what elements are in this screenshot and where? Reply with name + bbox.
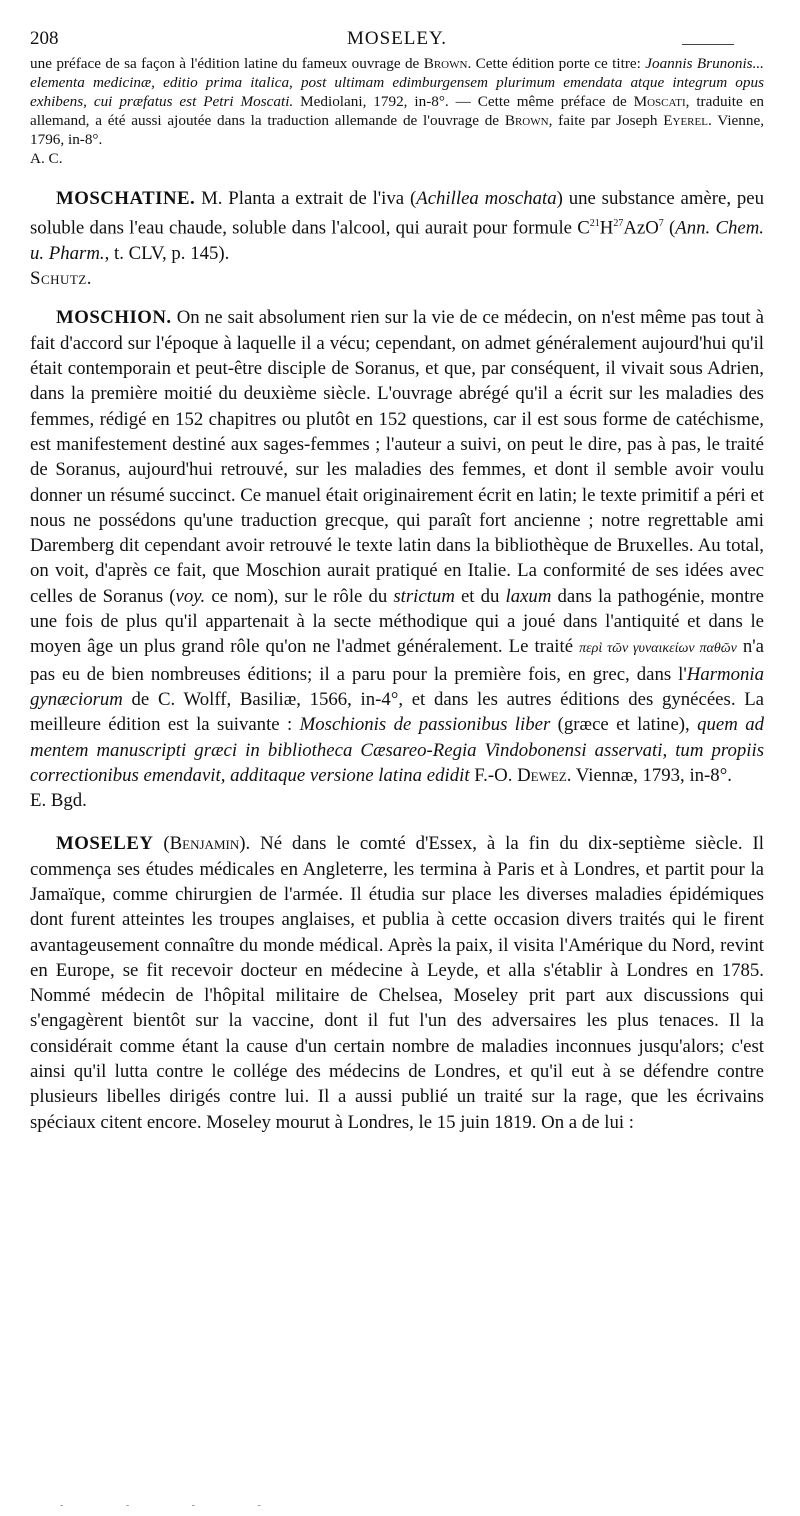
author-name: Eyerel [663, 112, 708, 129]
text: AzO [623, 217, 659, 239]
entry-heading: MOSCHION. [56, 307, 172, 329]
author-name: Brown [504, 112, 549, 129]
cross-reference: voy. [175, 585, 206, 607]
superscript: 7 [658, 218, 664, 230]
given-name: Benjamin [169, 833, 240, 855]
bottom-marks: - - - - [60, 1500, 291, 1511]
book-title: Moschionis de passionibus liber [299, 714, 551, 736]
text: . Viennæ, 1793, in-8°. [566, 764, 732, 786]
text: n'a pas eu de bien nombreuses éditions; il a paru pour la première fois, en grec, dans l' [30, 636, 764, 685]
entry-heading: MOSCHATINE. [56, 188, 196, 209]
text: . Vienne, 1796, in-8°. [30, 112, 764, 148]
author-name: Moscati [633, 93, 686, 110]
text: , traduite en allemand, a été aussi ajoutée dans la traduction allemande de l'ouvrage de [30, 93, 764, 129]
text: (græce et latine), [550, 714, 698, 736]
text: dans la pathogénie, montre une fois de plus qu'il appartenait à la secte méthodique qui a joué dans l'antiquité et dans le moyen âge un plus grand rôle qu'on ne l'admet généralement. Le traité [30, 585, 764, 658]
term: laxum [505, 585, 552, 607]
page-number: 208 [30, 28, 59, 49]
running-title: MOSELEY. [346, 28, 448, 49]
entry-paragraph [30, 305, 764, 788]
page [30, 28, 764, 1135]
text: de C. Wolff, Basiliæ, 1566, in-4°, et dans les autres éditions des gynécées. La meilleure édition est la suivante : [30, 688, 764, 736]
text: et du [454, 585, 506, 607]
page-header [30, 28, 764, 54]
text: une préface de sa façon à l'édition latine du fameux ouvrage de [30, 55, 424, 72]
text: H [599, 217, 614, 239]
header-rule [682, 44, 734, 45]
superscript: 21 [589, 218, 600, 230]
entry-moschion [30, 305, 764, 813]
text: On ne sait absolument rien sur la vie de ce médecin, on n'est même pas tout à fait d'accord sur l'époque à laquelle il a vécu; cependant, on admet généralement aujourd'hui qu'il était contemporain et peut-être disciple de Soranus, et que, par conséquent, il vivait sous Adrien, dans la première moitié du deuxième siècle. L'ouvrage abrégé qu'il a écrit sur les maladies des femmes, rédigé en 152 chapitres ou plutôt en 152 questions, car il est sous forme de catéchisme, est manifestement destiné aux sages-femmes ; l'auteur a suivi, on peut le dire, pas à pas, le traité de Soranus, aujourd'hui retrouvé, sur les maladies des femmes, et dont il semble avoir voulu donner un résumé succinct. Ce manuel était originairement écrit en latin; le texte primitif a péri et nous ne possédons qu'une traduction grecque, qui paraît fort ancienne ; notre regrettable ami Daremberg dit cependant avoir retrouvé le texte latin dans la bibliothèque de Bruxelles. Au total, on voit, d'après ce fait, que Moschion aurait pratiqué en Italie. La conformité de ses idées avec celles de Soranus ( [30, 307, 764, 607]
entry-moschatine [30, 186, 764, 291]
signature: A. C. [30, 150, 63, 167]
author-name: Brown [423, 55, 468, 72]
text: . Cette édition porte ce titre: [467, 55, 646, 72]
entry-paragraph [30, 831, 764, 1135]
book-title: Joannis Brunonis... elementa medicinæ, editio prima italica, post ultimam edimburgensem plurimum emendata atque integrum opus exhibens, cui præfatus est Petri Moscati. [30, 55, 764, 110]
brown-note [30, 54, 764, 168]
text: ( [663, 217, 676, 239]
journal-title: Ann. Chem. u. Pharm. [30, 217, 764, 264]
text: ). Né dans le comté d'Essex, à la fin du dix-septième siècle. Il commença ses études médicales en Angleterre, les termina à Paris et à Londres, et partit pour la Jamaïque, comme chirurgien de l'armée. Il étudia sur place les diverses maladies épidémiques dont furent atteintes les troupes anglaises, et publia à cette occasion divers traités qui le firent avantageusement connaître du monde médical. Après la paix, il visita l'Amérique du Nord, revint en Europe, se fit recevoir docteur en médecine à Leyde, et alla s'établir à Londres en 1785. Nommé médecin de l'hôpital militaire de Chelsea, Moseley prit part aux discussions qui s'engagèrent bientôt sur la vaccine, dont il fut l'un des adversaires les plus tenaces. Il la considérait comme étant la cause d'un certain nombre de maladies inconnues jusqu'alors; c'est ainsi qu'il lutta contre le collége des médecins de Londres, et qu'il eut à se défendre contre plusieurs libelles dirigés contre lui. Il a aussi publié un traité sur la rage, que les écrivains spéciaux citent encore. Moseley mourut à Londres, le 15 juin 1819. On a de lui : [30, 833, 765, 1133]
entry-heading: MOSELEY [56, 833, 154, 855]
species-name: Achillea moschata [416, 188, 557, 209]
signature: Schutz. [30, 268, 92, 290]
term: strictum [393, 585, 455, 607]
text: F.-O. [469, 764, 518, 786]
book-title: Harmonia gynæciorum [30, 663, 764, 710]
text: , t. CLV, p. 145). [104, 242, 230, 264]
entry-moseley [30, 831, 764, 1135]
superscript: 27 [613, 218, 624, 230]
text: ) une substance amère, peu soluble dans l'eau chaude, soluble dans l'alcool, qui aurait pour formule C [30, 188, 765, 239]
brown-note-paragraph [30, 54, 764, 149]
book-title: quem ad mentem manuscripti græci in bibliotheca Cæsareo-Regia Vindobonensi asservati, tum propiis correctionibus emendavit, additaque versione latina edidit [30, 714, 764, 786]
text: , faite par Joseph [548, 112, 664, 129]
text: ( [153, 833, 170, 855]
signature: E. Bgd. [30, 790, 87, 812]
author-name: Dewez [517, 764, 567, 786]
greek-title: περὶ τῶν γυναικείων παθῶν [579, 641, 737, 657]
entry-paragraph [30, 186, 764, 266]
text: ce nom), sur le rôle du [205, 585, 394, 607]
text: M. Planta a extrait de l'iva ( [195, 188, 417, 209]
text: Mediolani, 1792, in-8°. — Cette même préface de [293, 93, 634, 110]
